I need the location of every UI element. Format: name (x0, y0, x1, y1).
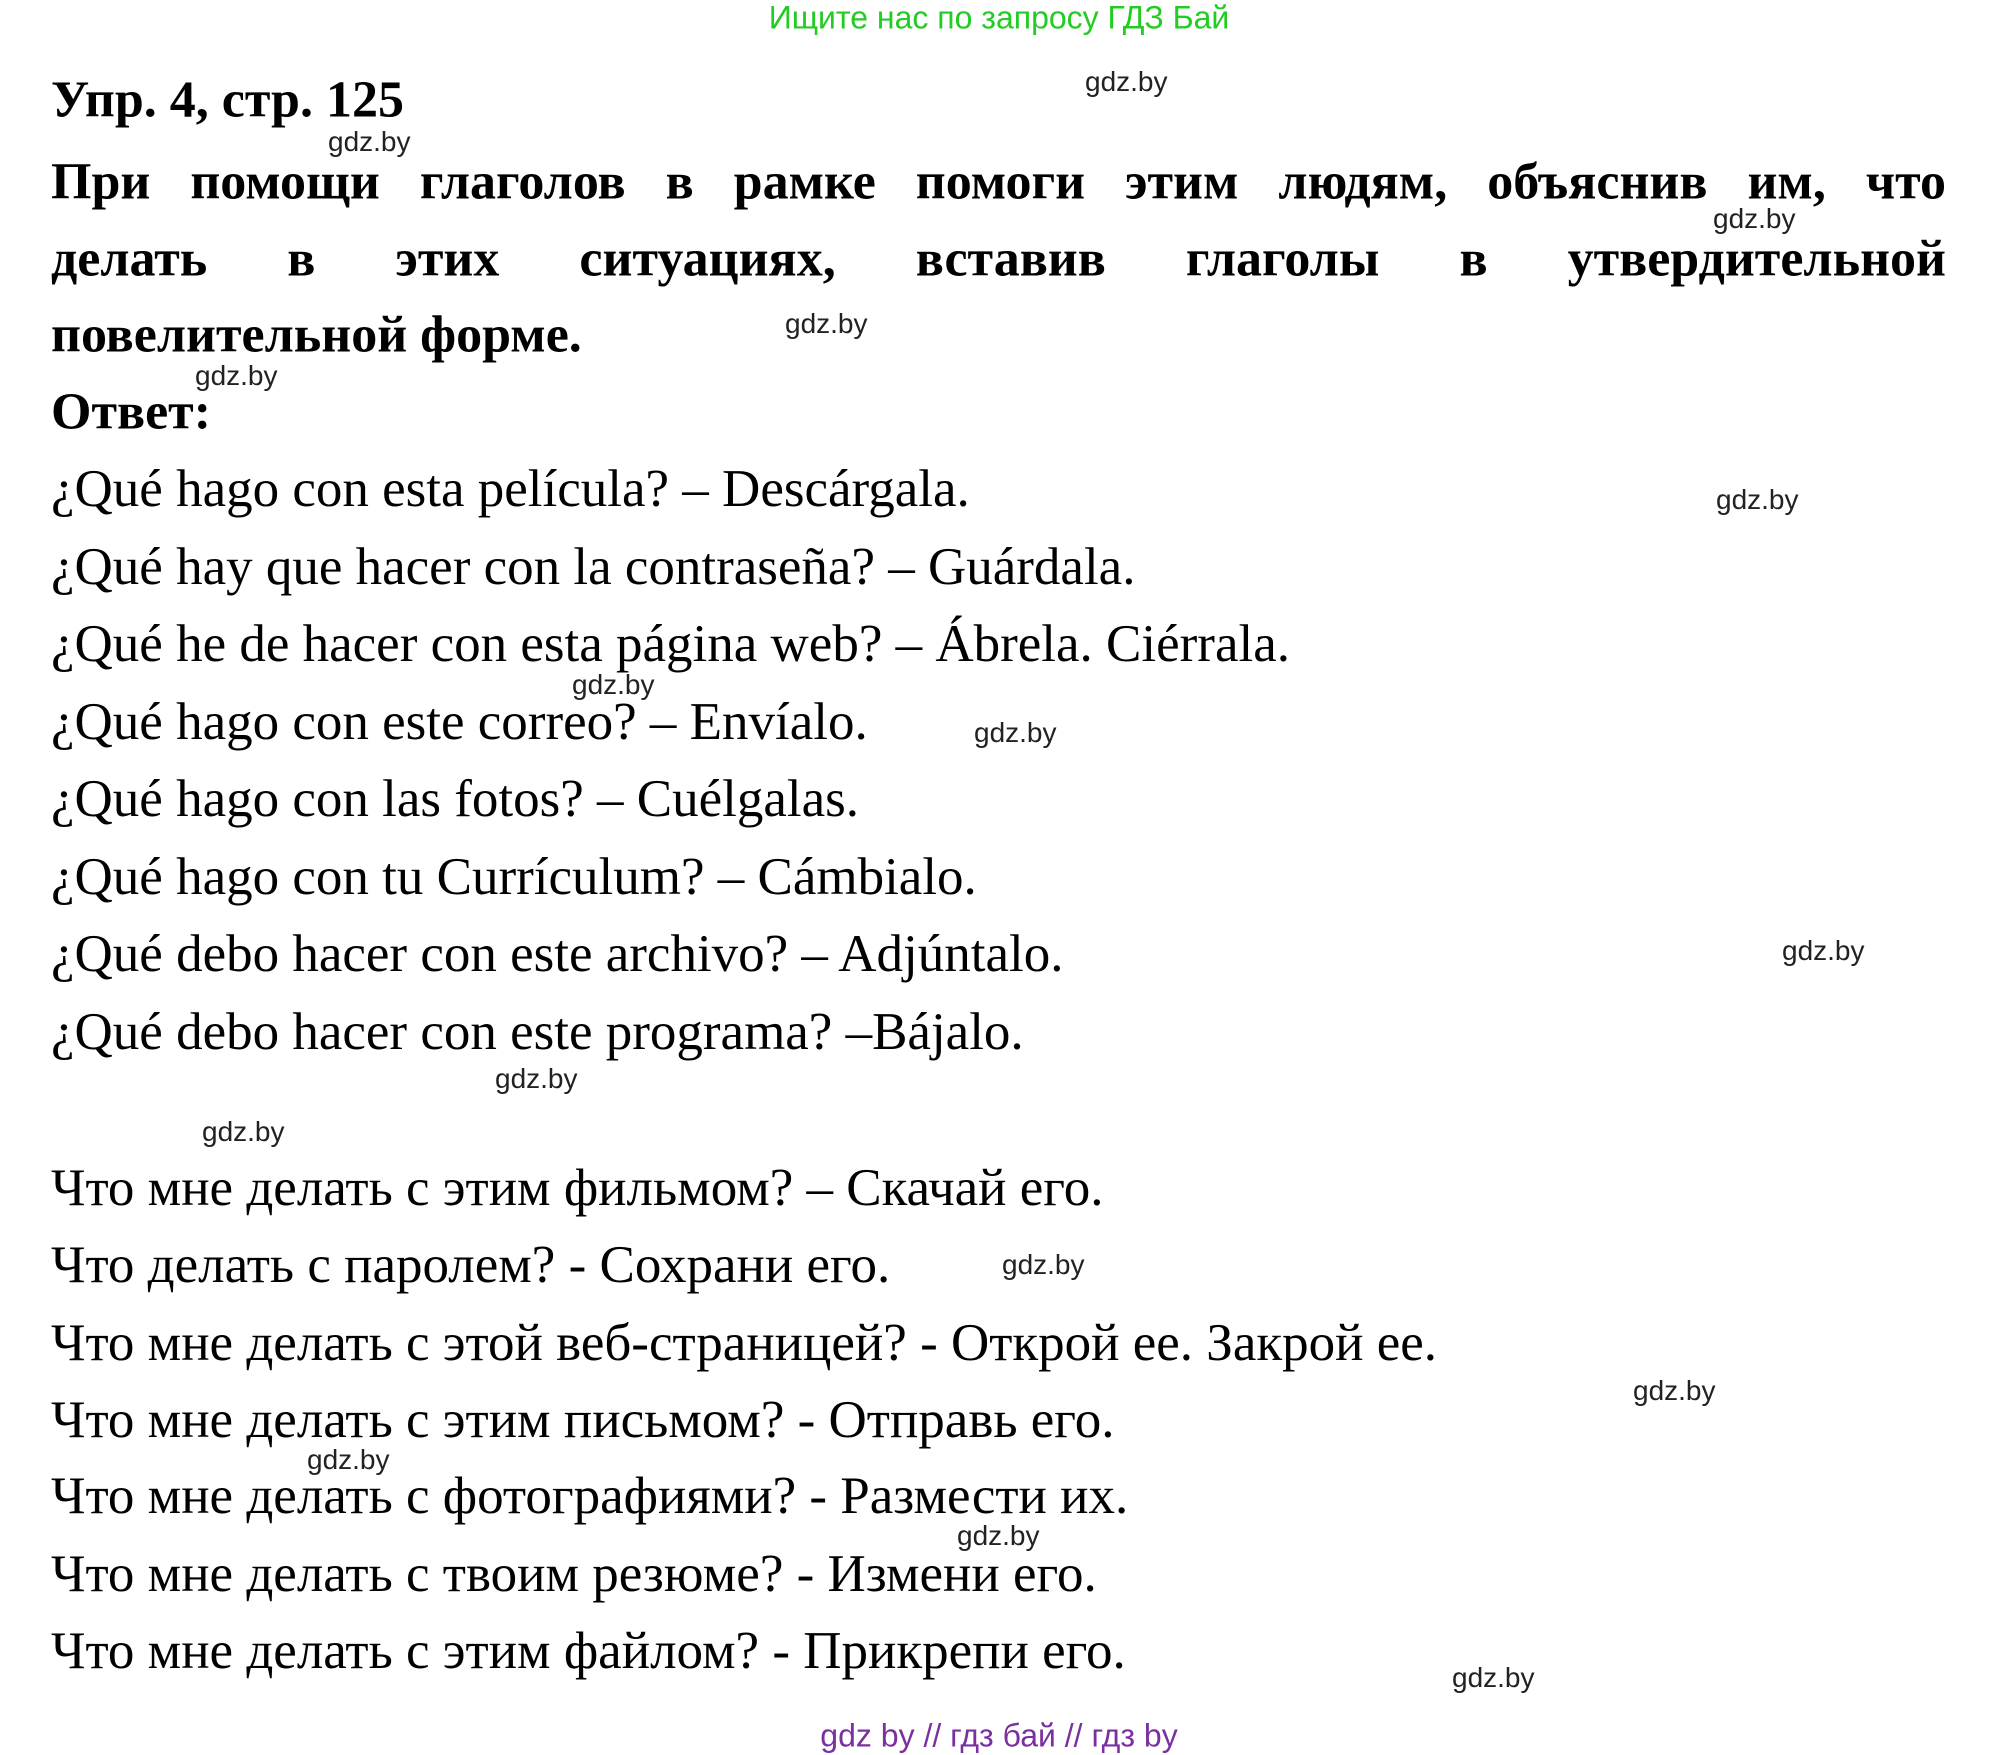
watermark: gdz.by (1002, 1249, 1085, 1280)
task-line-3: повелительной форме. (51, 306, 582, 364)
watermark: gdz.by (974, 717, 1057, 748)
watermark: gdz.by (785, 308, 868, 339)
watermark: gdz.by (495, 1063, 578, 1094)
russian-line: Что делать с паролем? - Сохрани его. (51, 1236, 891, 1294)
answer-label: Ответ: (51, 383, 212, 441)
watermark: gdz.by (1716, 484, 1799, 515)
spanish-line: ¿Qué hay que hacer con la contraseña? – Guárdala. (51, 538, 1136, 596)
spanish-line: ¿Qué hago con tu Currículum? – Cámbialo. (51, 848, 977, 906)
watermark: gdz.by (1633, 1375, 1716, 1406)
spanish-line: ¿Qué debo hacer con este programa? –Bájalo. (51, 1003, 1024, 1061)
russian-line: Что мне делать с твоим резюме? - Измени его. (51, 1545, 1097, 1603)
watermark: gdz.by (572, 669, 655, 700)
watermark: gdz.by (328, 126, 411, 157)
search-banner: Ищите нас по запросу ГДЗ Бай (768, 0, 1230, 36)
task-line-2: делать в этих ситуациях, вставив глаголы в утвердительной (51, 230, 1946, 288)
russian-line: Что мне делать с этим письмом? - Отправь его. (51, 1391, 1115, 1449)
spanish-line: ¿Qué debo hacer con este archivo? – Adjúntalo. (51, 925, 1064, 983)
exercise-title: Упр. 4, стр. 125 (51, 71, 404, 129)
spanish-line: ¿Qué hago con esta película? – Descárgala. (51, 460, 970, 518)
watermark: gdz.by (195, 360, 278, 391)
spanish-line: ¿Qué hago con este correo? – Envíalo. (51, 693, 868, 751)
watermark: gdz.by (307, 1444, 390, 1475)
spanish-line: ¿Qué he de hacer con esta página web? – Ábrela. Ciérrala. (51, 615, 1290, 673)
watermark: gdz.by (202, 1116, 285, 1147)
watermark: gdz.by (1452, 1662, 1535, 1693)
footer-links: gdz by // гдз бай // гдз by (820, 1717, 1178, 1754)
watermark: gdz.by (1713, 203, 1796, 234)
watermark: gdz.by (957, 1520, 1040, 1551)
spanish-line: ¿Qué hago con las fotos? – Cuélgalas. (51, 770, 860, 828)
russian-line: Что мне делать с фотографиями? - Размести их. (51, 1467, 1129, 1525)
russian-line: Что мне делать с этим файлом? - Прикрепи его. (51, 1622, 1126, 1680)
russian-line: Что мне делать с этим фильмом? – Скачай его. (51, 1159, 1104, 1217)
watermark: gdz.by (1085, 66, 1168, 97)
russian-line: Что мне делать с этой веб-страницей? - Открой ее. Закрой ее. (51, 1314, 1438, 1372)
task-line-1: При помощи глаголов в рамке помоги этим людям, объяснив им, что (51, 153, 1946, 211)
watermark: gdz.by (1782, 935, 1865, 966)
